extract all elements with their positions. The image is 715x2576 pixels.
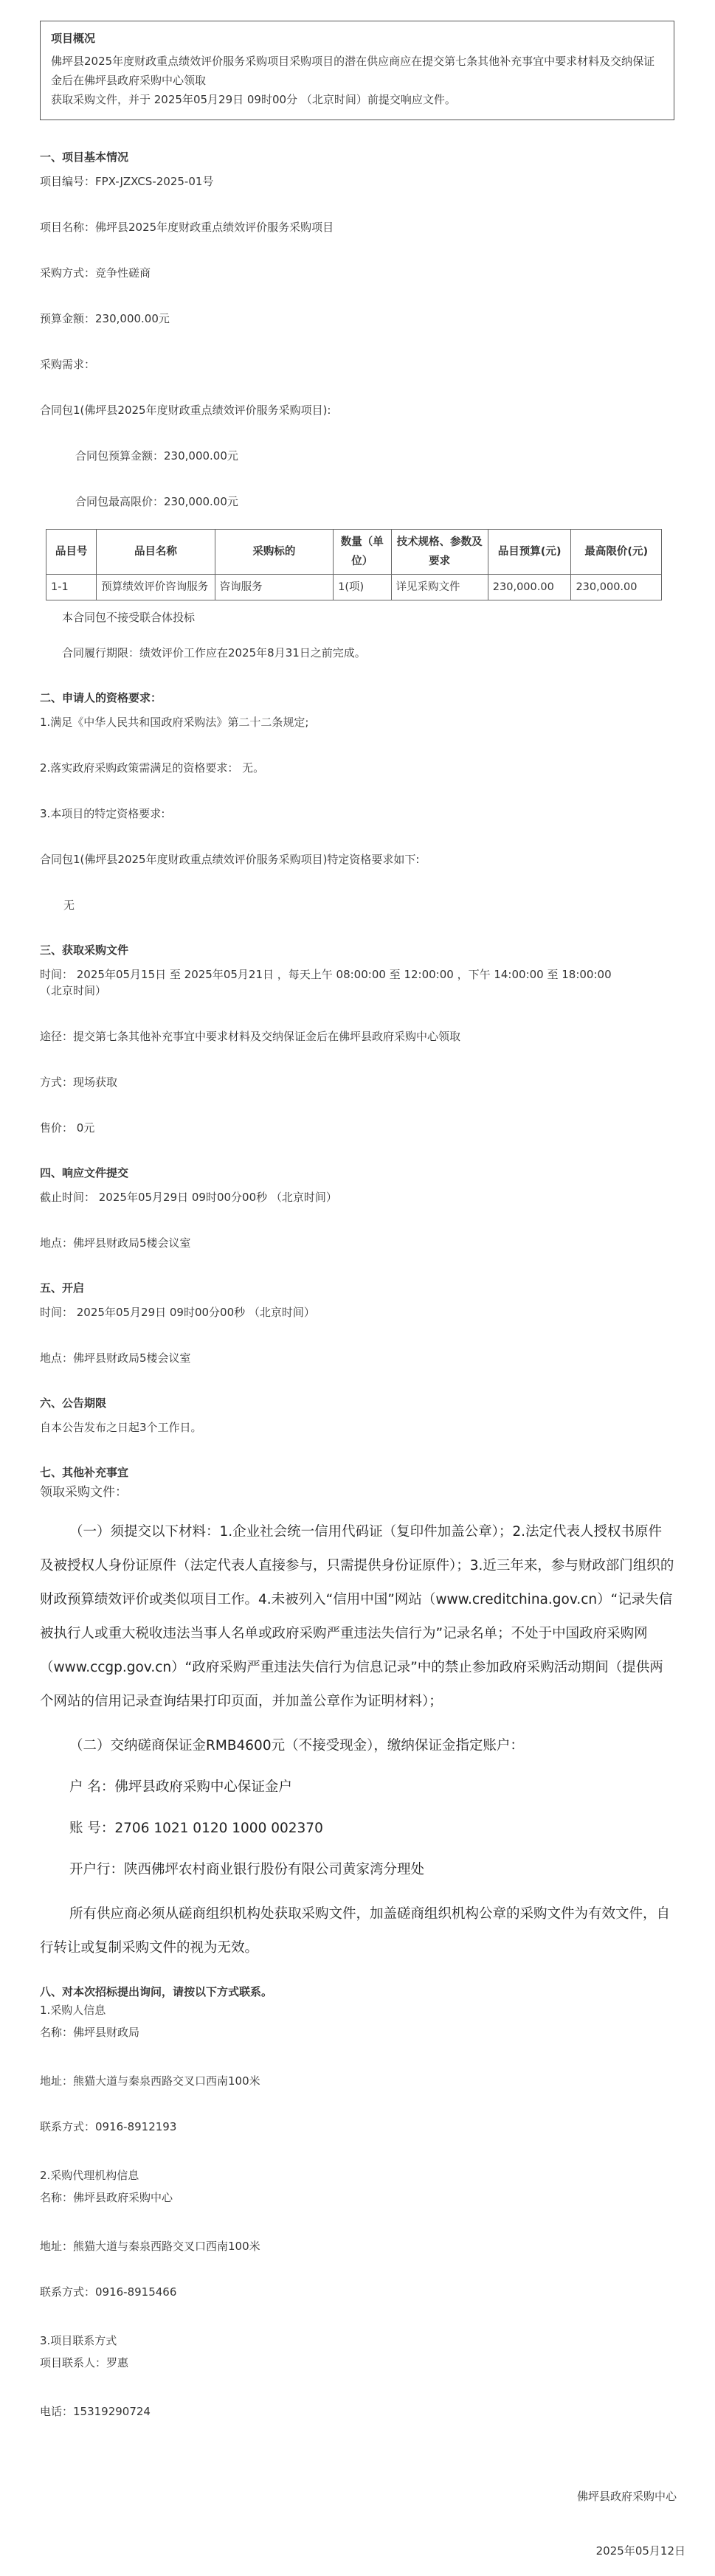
section-5-title: 五、开启 bbox=[40, 1281, 85, 1295]
section-7-title: 七、其他补充事宜 bbox=[40, 1466, 129, 1479]
section-2-title: 二、申请人的资格要求： bbox=[40, 691, 162, 704]
project-number: 项目编号：FPX-JZXCS-2025-01号 bbox=[40, 175, 214, 188]
purchaser-info-title: 1.采购人信息 bbox=[40, 2004, 106, 2017]
col-quantity: 数量（单位） bbox=[334, 530, 391, 575]
obtain-time-note: （北京时间） bbox=[40, 984, 107, 997]
cell-subject: 咨询服务 bbox=[215, 575, 333, 600]
project-contact-phone: 电话：15319290724 bbox=[40, 2405, 151, 2418]
qualification-1: 1.满足《中华人民共和国政府采购法》第二十二条规定; bbox=[40, 716, 309, 729]
procurement-needs: 采购需求： bbox=[40, 358, 96, 371]
section-1-title: 一、项目基本情况 bbox=[40, 150, 129, 164]
qualification-none: 无 bbox=[63, 899, 75, 912]
cell-max-price: 230,000.00 bbox=[571, 575, 662, 600]
col-item-name: 品目名称 bbox=[97, 530, 215, 575]
project-contact-person: 项目联系人：罗惠 bbox=[40, 2356, 129, 2369]
items-table bbox=[46, 529, 662, 600]
project-overview-box bbox=[40, 21, 674, 120]
opening-place: 地点：佛坪县财政局5楼会议室 bbox=[40, 1351, 191, 1365]
contract-period: 合同履行期限：绩效评价工作应在2025年8月31日之前完成。 bbox=[62, 646, 366, 659]
agency-info-title: 2.采购代理机构信息 bbox=[40, 2169, 139, 2182]
col-max-price: 最高限价(元) bbox=[571, 530, 662, 575]
qualification-3-package: 合同包1(佛坪县2025年度财政重点绩效评价服务采购项目)特定资格要求如下: bbox=[40, 853, 420, 866]
opening-time: 时间： 2025年05月29日 09时00分00秒 （北京时间） bbox=[40, 1306, 315, 1319]
supplement-lead: 领取采购文件： bbox=[40, 1485, 128, 1500]
signature-org: 佛坪县政府采购中心 bbox=[576, 2490, 677, 2503]
cell-item-no: 1-1 bbox=[46, 575, 97, 600]
deposit-notice: （二）交纳磋商保证金RMB4600元（不接受现金），缴纳保证金指定账户： bbox=[69, 1738, 524, 1753]
section-3-title: 三、获取采购文件 bbox=[40, 944, 129, 957]
overview-text: 佛坪县2025年度财政重点绩效评价服务采购项目采购项目的潜在供应商应在提交第七条其他补充事宜中要求材料及交纳保证金后在佛坪县政府采购中心领取 bbox=[51, 55, 655, 87]
account-name: 户 名：佛坪县政府采购中心保证金户 bbox=[69, 1779, 292, 1795]
announcement bbox=[40, 21, 674, 2420]
table-header-row bbox=[46, 530, 662, 575]
table-row bbox=[46, 575, 662, 600]
obtain-way: 途径：提交第七条其他补充事宜中要求材料及交纳保证金后在佛坪县政府采购中心领取 bbox=[40, 1030, 461, 1043]
submission-deadline: 截止时间： 2025年05月29日 09时00分00秒 （北京时间） bbox=[40, 1191, 337, 1204]
cell-item-name: 预算绩效评价咨询服务 bbox=[97, 575, 215, 600]
col-item-no: 品目号 bbox=[46, 530, 97, 575]
cell-spec: 详见采购文件 bbox=[391, 575, 488, 600]
agency-phone: 联系方式：0916-8915466 bbox=[40, 2285, 177, 2299]
overview-title: 项目概况 bbox=[51, 32, 96, 45]
signature-date: 2025年05月12日 bbox=[595, 2544, 685, 2558]
col-budget: 品目预算(元) bbox=[488, 530, 571, 575]
section-8-title: 八、对本次招标提出询问，请按以下方式联系。 bbox=[40, 1985, 273, 1998]
qualification-3: 3.本项目的特定资格要求: bbox=[40, 807, 165, 820]
account-number: 账 号：2706 1021 0120 1000 002370 bbox=[69, 1821, 323, 1836]
obtain-mode: 方式：现场获取 bbox=[40, 1076, 118, 1089]
required-materials: （一）须提交以下材料：1.企业社会统一信用代码证（复印件加盖公章）；2.法定代表人授权书原件及被授权人身份证原件（法定代表人直接参与，只需提供身份证原件）；3.近三年来，参与财政部门组织的财政预算绩效评价或类似项目工作。4.未被列入“信用中国”网站（www.creditchina.gov.cn）“记录失信被执行人或重大税收违法当事人名单或政府采购严重违法失信行为”记录名单；不处于中国政府采购网（www.ccgp.gov.cn）“政府采购严重违法失信行为信息记录”中的禁止参加政府采购活动期间（提供两个网站的信用记录查询结果打印页面，并加盖公章作为证明材料）； bbox=[40, 1524, 674, 1709]
agency-address: 地址：熊猫大道与秦泉西路交叉口西南100米 bbox=[40, 2240, 260, 2253]
col-subject: 采购标的 bbox=[215, 530, 333, 575]
procurement-method: 采购方式：竞争性磋商 bbox=[40, 266, 151, 280]
project-contact-title: 3.项目联系方式 bbox=[40, 2334, 117, 2347]
purchaser-phone: 联系方式：0916-8912193 bbox=[40, 2120, 177, 2133]
no-union-note: 本合同包不接受联合体投标 bbox=[62, 611, 196, 624]
package-budget: 合同包预算金额：230,000.00元 bbox=[75, 449, 238, 463]
budget-amount: 预算金额：230,000.00元 bbox=[40, 312, 170, 325]
contract-package: 合同包1(佛坪县2025年度财政重点绩效评价服务采购项目): bbox=[40, 404, 331, 417]
package-max-price: 合同包最高限价：230,000.00元 bbox=[75, 495, 238, 508]
document-price: 售价： 0元 bbox=[40, 1121, 95, 1135]
section-6-title: 六、公告期限 bbox=[40, 1396, 107, 1410]
document-validity-note: 所有供应商必须从磋商组织机构处获取采购文件，加盖磋商组织机构公章的采购文件为有效文件，自行转让或复制采购文件的视为无效。 bbox=[40, 1906, 671, 1956]
agency-name: 名称：佛坪县政府采购中心 bbox=[40, 2191, 173, 2204]
cell-quantity: 1(项) bbox=[334, 575, 391, 600]
qualification-2: 2.落实政府采购政策需满足的资格要求： 无。 bbox=[40, 761, 265, 775]
overview-deadline: 获取采购文件，并于 2025年05月29日 09时00分 （北京时间）前提交响应文件。 bbox=[51, 93, 456, 106]
cell-budget: 230,000.00 bbox=[488, 575, 571, 600]
obtain-time: 时间： 2025年05月15日 至 2025年05月21日 ，每天上午 08:00:00 至 12:00:00 ，下午 14:00:00 至 18:00:00 bbox=[40, 968, 612, 981]
announcement-period: 自本公告发布之日起3个工作日。 bbox=[40, 1421, 202, 1434]
purchaser-name: 名称：佛坪县财政局 bbox=[40, 2026, 140, 2039]
section-4-title: 四、响应文件提交 bbox=[40, 1166, 129, 1180]
col-spec: 技术规格、参数及要求 bbox=[391, 530, 488, 575]
account-bank: 开户行：陕西佛坪农村商业银行股份有限公司黄家湾分理处 bbox=[69, 1862, 425, 1877]
submission-place: 地点：佛坪县财政局5楼会议室 bbox=[40, 1236, 191, 1250]
purchaser-address: 地址：熊猫大道与秦泉西路交叉口西南100米 bbox=[40, 2074, 260, 2088]
project-name: 项目名称：佛坪县2025年度财政重点绩效评价服务采购项目 bbox=[40, 221, 334, 234]
